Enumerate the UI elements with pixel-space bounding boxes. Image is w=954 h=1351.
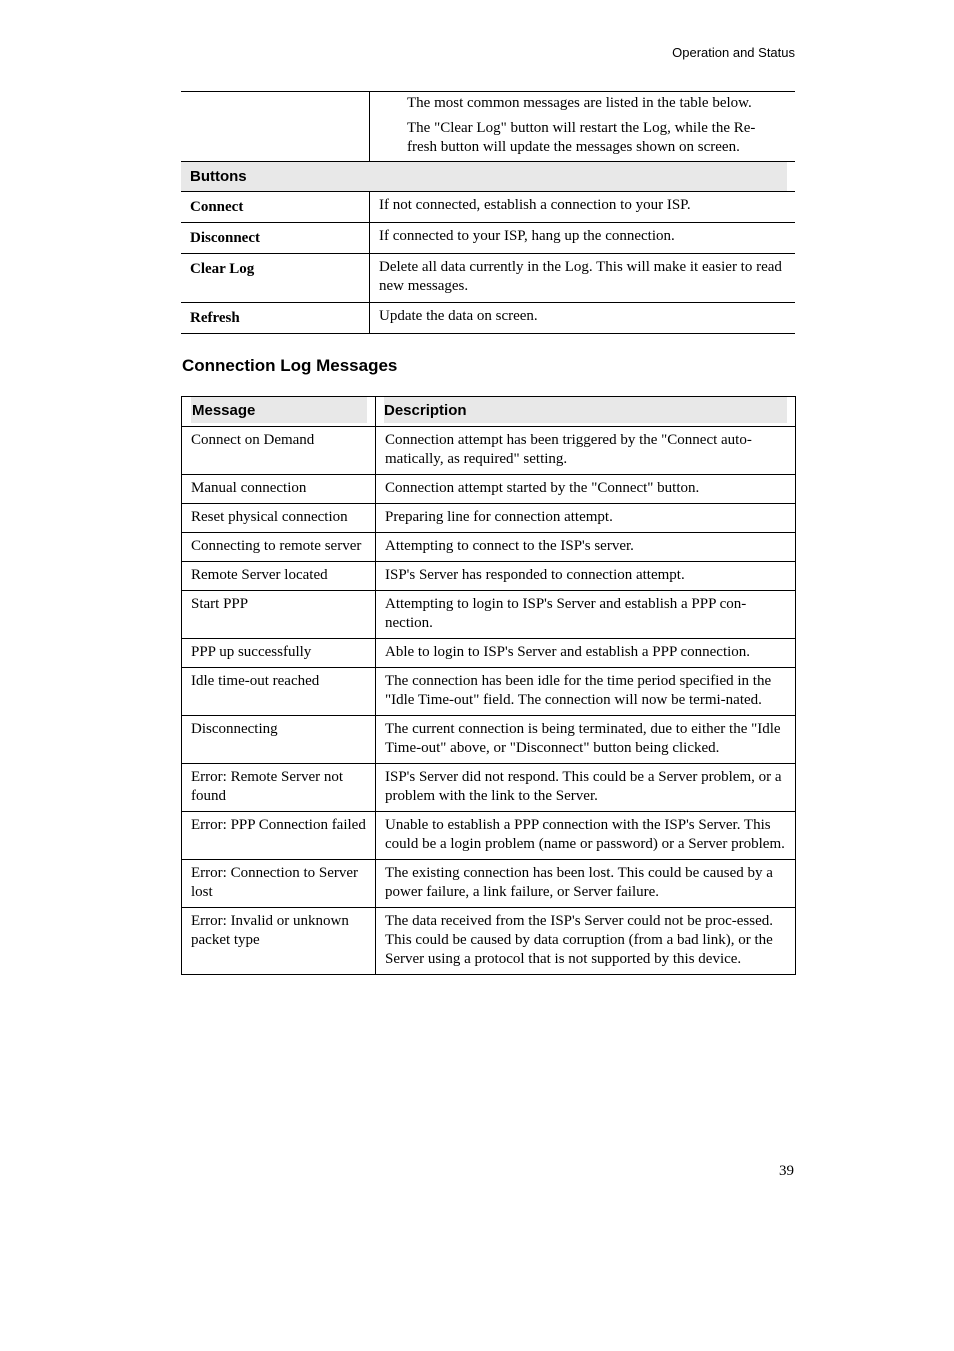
description-cell: Attempting to login to ISP's Server and establish a PPP con-nection. — [376, 591, 796, 639]
table-row — [182, 860, 796, 908]
button-name: Connect — [181, 192, 370, 223]
column-header-message: Message — [191, 397, 367, 423]
button-name: Clear Log — [181, 254, 370, 303]
table-row — [181, 223, 795, 254]
table-row — [182, 591, 796, 639]
description-cell: ISP's Server did not respond. This could be a Server problem, or a problem with the link to the Server. — [376, 764, 796, 812]
button-description: Update the data on screen. — [370, 303, 796, 334]
description-cell: The connection has been idle for the time period specified in the "Idle Time-out" field. The connection will now be termi-nated. — [376, 668, 796, 716]
page-number: 39 — [779, 1163, 794, 1179]
intro-row — [181, 92, 795, 162]
description-cell: Unable to establish a PPP connection with the ISP's Server. This could be a login problem (name or password) or a Server problem. — [376, 812, 796, 860]
running-header: Operation and Status — [672, 45, 795, 60]
table-row — [182, 764, 796, 812]
table-row — [182, 908, 796, 975]
message-cell: Connecting to remote server — [182, 533, 376, 562]
table-row — [182, 504, 796, 533]
column-header-description: Description — [384, 397, 787, 423]
description-cell: Preparing line for connection attempt. — [376, 504, 796, 533]
table-row — [182, 562, 796, 591]
buttons-table — [181, 91, 795, 334]
table-row — [182, 427, 796, 475]
description-cell: Connection attempt started by the "Connect" button. — [376, 475, 796, 504]
message-cell: Disconnecting — [182, 716, 376, 764]
message-cell: Error: Invalid or unknown packet type — [182, 908, 376, 975]
message-cell: Error: Connection to Server lost — [182, 860, 376, 908]
section-label-buttons: Buttons — [181, 162, 787, 191]
table-row — [182, 533, 796, 562]
button-description: Delete all data currently in the Log. This will make it easier to read new messages. — [370, 254, 796, 303]
description-cell: Connection attempt has been triggered by the "Connect auto-matically, as required" setting. — [376, 427, 796, 475]
button-description: If not connected, establish a connection to your ISP. — [370, 192, 796, 223]
button-description: If connected to your ISP, hang up the connection. — [370, 223, 796, 254]
intro-text: The most common messages are listed in the table below. — [407, 95, 752, 111]
section-header-row — [181, 162, 795, 192]
table-row — [182, 812, 796, 860]
description-cell: Able to login to ISP's Server and establish a PPP connection. — [376, 639, 796, 668]
description-cell: The data received from the ISP's Server could not be proc-essed. This could be caused by data corruption (from a bad link), or the Server using a protocol that is not supported by this device. — [376, 908, 796, 975]
table-row — [182, 475, 796, 504]
table-row — [181, 254, 795, 303]
message-cell: Reset physical connection — [182, 504, 376, 533]
description-cell: Attempting to connect to the ISP's server. — [376, 533, 796, 562]
button-name: Refresh — [181, 303, 370, 334]
description-cell: ISP's Server has responded to connection attempt. — [376, 562, 796, 591]
message-cell: Remote Server located — [182, 562, 376, 591]
description-cell: The existing connection has been lost. This could be caused by a power failure, a link failure, or Server failure. — [376, 860, 796, 908]
intro-text: The "Clear Log" button will restart the Log, while the Re-fresh button will update the messages shown on screen. — [407, 120, 756, 155]
message-cell: Start PPP — [182, 591, 376, 639]
message-cell: Manual connection — [182, 475, 376, 504]
description-cell: The current connection is being terminated, due to either the "Idle Time-out" above, or "Disconnect" button being clicked. — [376, 716, 796, 764]
table-row — [181, 192, 795, 223]
message-cell: Error: PPP Connection failed — [182, 812, 376, 860]
table-row — [182, 668, 796, 716]
table-row — [182, 716, 796, 764]
messages-table — [181, 396, 796, 975]
message-cell: Idle time-out reached — [182, 668, 376, 716]
table-header-row — [182, 397, 796, 427]
message-cell: Connect on Demand — [182, 427, 376, 475]
table-row — [181, 303, 795, 334]
table-row — [182, 639, 796, 668]
message-cell: Error: Remote Server not found — [182, 764, 376, 812]
message-cell: PPP up successfully — [182, 639, 376, 668]
section-title: Connection Log Messages — [182, 356, 398, 375]
button-name: Disconnect — [181, 223, 370, 254]
